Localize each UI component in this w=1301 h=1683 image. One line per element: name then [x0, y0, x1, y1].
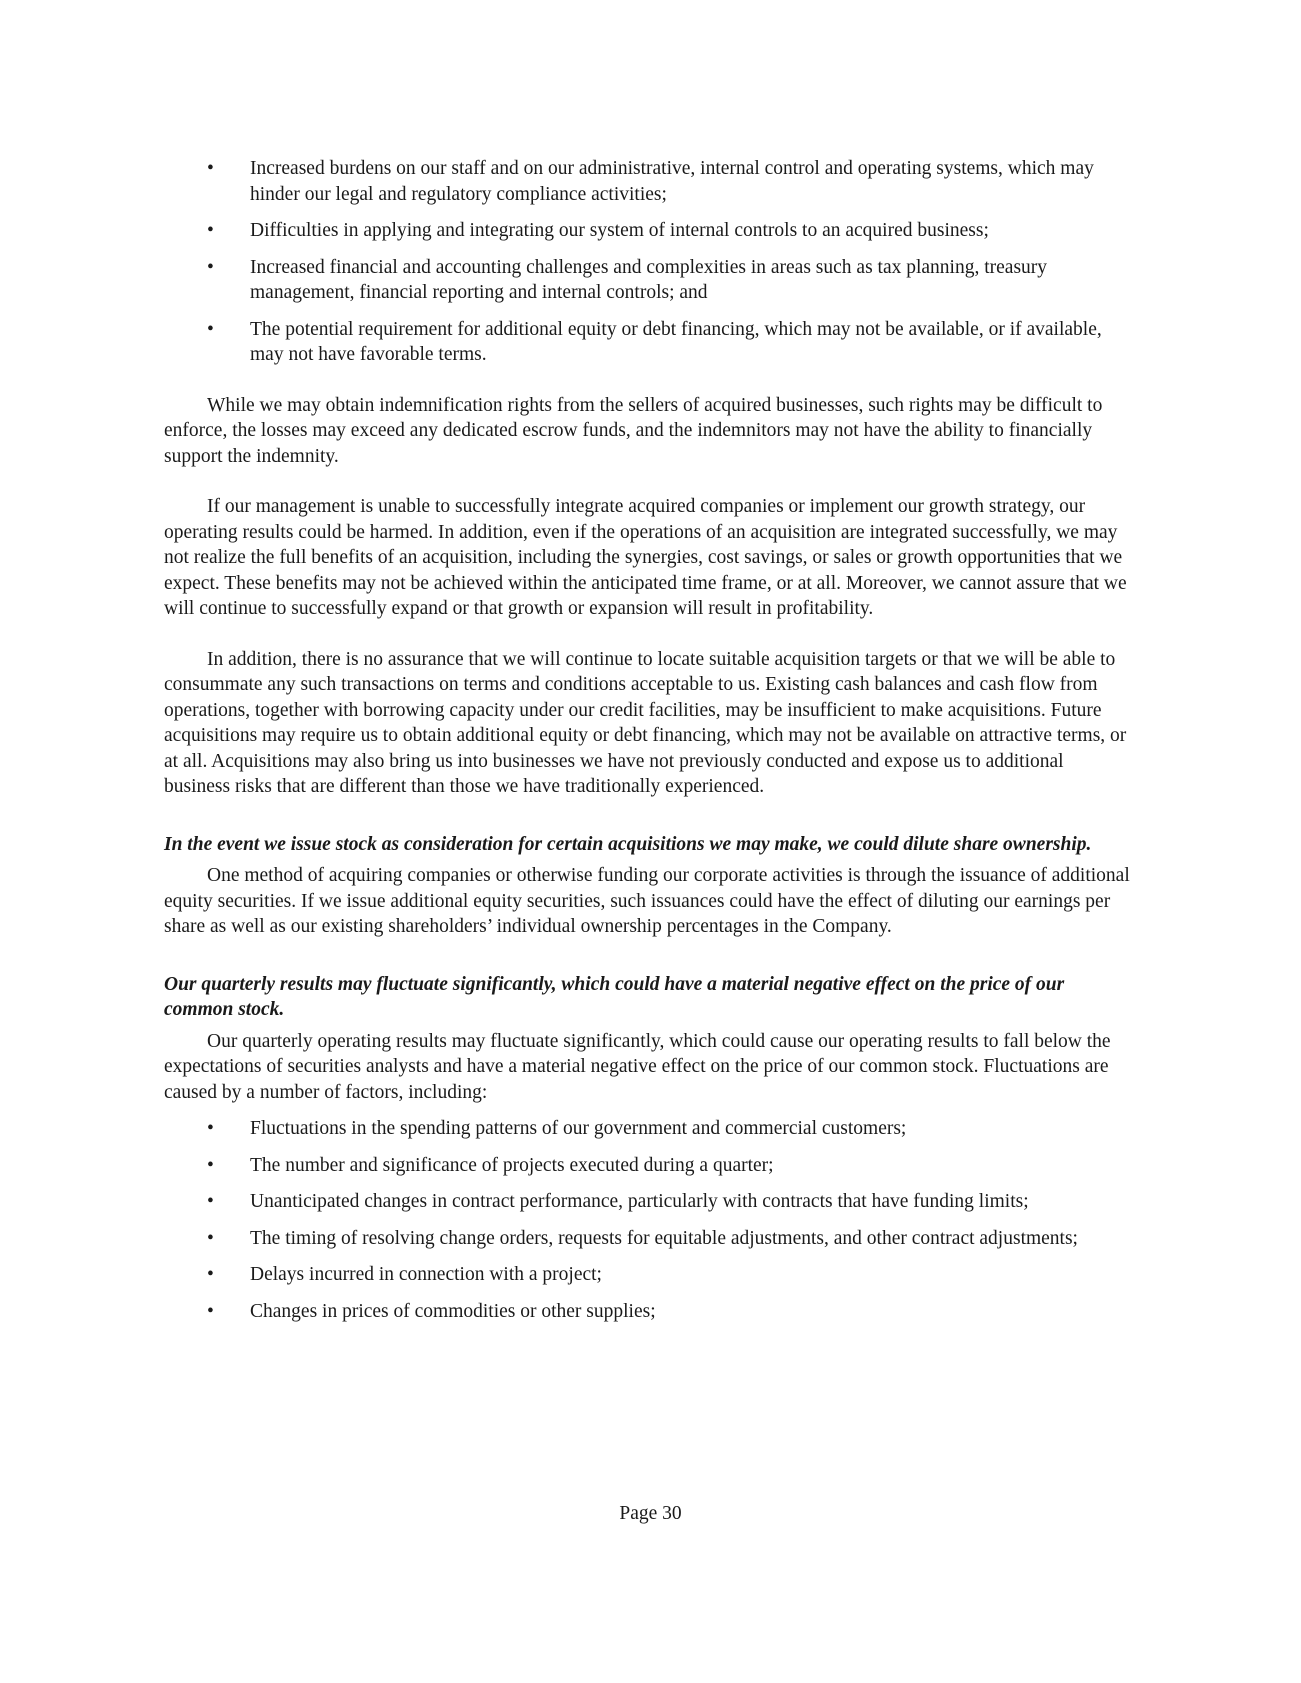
- list-item-text: The number and significance of projects executed during a quarter;: [250, 1154, 774, 1176]
- list-item-text: The timing of resolving change orders, requests for equitable adjustments, and other contract adjustments;: [250, 1227, 1078, 1249]
- bullet-icon: •: [207, 1227, 214, 1249]
- list-item-text: Changes in prices of commodities or other supplies;: [250, 1300, 656, 1322]
- bullet-list-quarterly: [164, 1116, 1134, 1324]
- bullet-icon: •: [207, 1264, 214, 1285]
- list-item-text: Delays incurred in connection with a project;: [250, 1264, 602, 1285]
- list-item: [164, 1226, 1134, 1252]
- list-item: [164, 1116, 1134, 1142]
- list-item: [164, 1299, 1134, 1325]
- document-page: [164, 156, 1134, 1335]
- bullet-icon: •: [207, 1191, 214, 1212]
- paragraph-quarterly: Our quarterly operating results may fluctuate significantly, which could cause our operating results to fall below the expectations of securities analysts and have a material negative effect on the price of our common stock. Fluctuations are caused by a number of factors, including:: [164, 1030, 1111, 1103]
- bullet-icon: •: [207, 1154, 214, 1176]
- paragraph-dilution: One method of acquiring companies or otherwise funding our corporate activities is through the issuance of additional equity securities. If we issue additional equity securities, such issuances could have the effect of diluting our earnings per share as well as our existing shareholders’ individual ownership percentages in the Company.: [164, 865, 1130, 937]
- list-item: [164, 317, 1134, 368]
- bullet-icon: •: [207, 1118, 214, 1139]
- bullet-icon: •: [207, 158, 214, 179]
- list-item-text: Unanticipated changes in contract performance, particularly with contracts that have funding limits;: [250, 1191, 1029, 1212]
- paragraph-acquisition-targets: In addition, there is no assurance that we will continue to locate suitable acquisition targets or that we will be able to consummate any such transactions on terms and conditions acceptable to us. Existing cash balances and cash flow from operations, together with borrowing capacity under our credit facilities, may be insufficient to make acquisitions. Future acquisitions may require us to obtain additional equity or debt financing, which may not be available on attractive terms, or at all. Acquisitions may also bring us into businesses we have not previously conducted and expose us to additional business risks that are different than those we have traditionally experienced.: [164, 648, 1127, 797]
- list-item: [164, 1262, 1134, 1288]
- section-heading-dilution: In the event we issue stock as consideration for certain acquisitions we may make, we could dilute share ownership.: [164, 833, 1092, 855]
- page-number: Page 30: [619, 1503, 682, 1524]
- bullet-icon: •: [207, 256, 214, 278]
- list-item-text: The potential requirement for additional equity or debt financing, which may not be available, or if available, may not have favorable terms.: [250, 318, 1102, 365]
- paragraph-indemnification: While we may obtain indemnification rights from the sellers of acquired businesses, such rights may be difficult to enforce, the losses may exceed any dedicated escrow funds, and the indemnitors may not have the ability to financially support the indemnity.: [164, 394, 1103, 467]
- paragraph-integration: If our management is unable to successfully integrate acquired companies or implement our growth strategy, our operating results could be harmed. In addition, even if the operations of an acquisition are integrated successfully, we may not realize the full benefits of an acquisition, including the synergies, cost savings, or sales or growth opportunities that we expect. These benefits may not be achieved within the anticipated time frame, or at all. Moreover, we cannot assure that we will continue to successfully expand or that growth or expansion will result in profitability.: [164, 496, 1127, 619]
- bullet-icon: •: [207, 220, 214, 241]
- section-heading-quarterly: Our quarterly results may fluctuate significantly, which could have a material negative effect on the price of our common stock.: [164, 973, 1065, 1020]
- bullet-icon: •: [207, 318, 214, 340]
- bullet-icon: •: [207, 1300, 214, 1322]
- list-item-text: Increased financial and accounting challenges and complexities in areas such as tax planning, treasury management, financial reporting and internal controls; and: [250, 256, 1048, 303]
- list-item-text: Fluctuations in the spending patterns of our government and commercial customers;: [250, 1118, 907, 1139]
- list-item: [164, 156, 1134, 207]
- bullet-list-top: [164, 156, 1134, 368]
- list-item-text: Increased burdens on our staff and on our administrative, internal control and operating systems, which may hinder our legal and regulatory compliance activities;: [250, 158, 1094, 205]
- list-item: [164, 218, 1134, 244]
- list-item: [164, 1189, 1134, 1215]
- list-item: [164, 255, 1134, 306]
- list-item: [164, 1153, 1134, 1179]
- list-item-text: Difficulties in applying and integrating our system of internal controls to an acquired business;: [250, 220, 989, 241]
